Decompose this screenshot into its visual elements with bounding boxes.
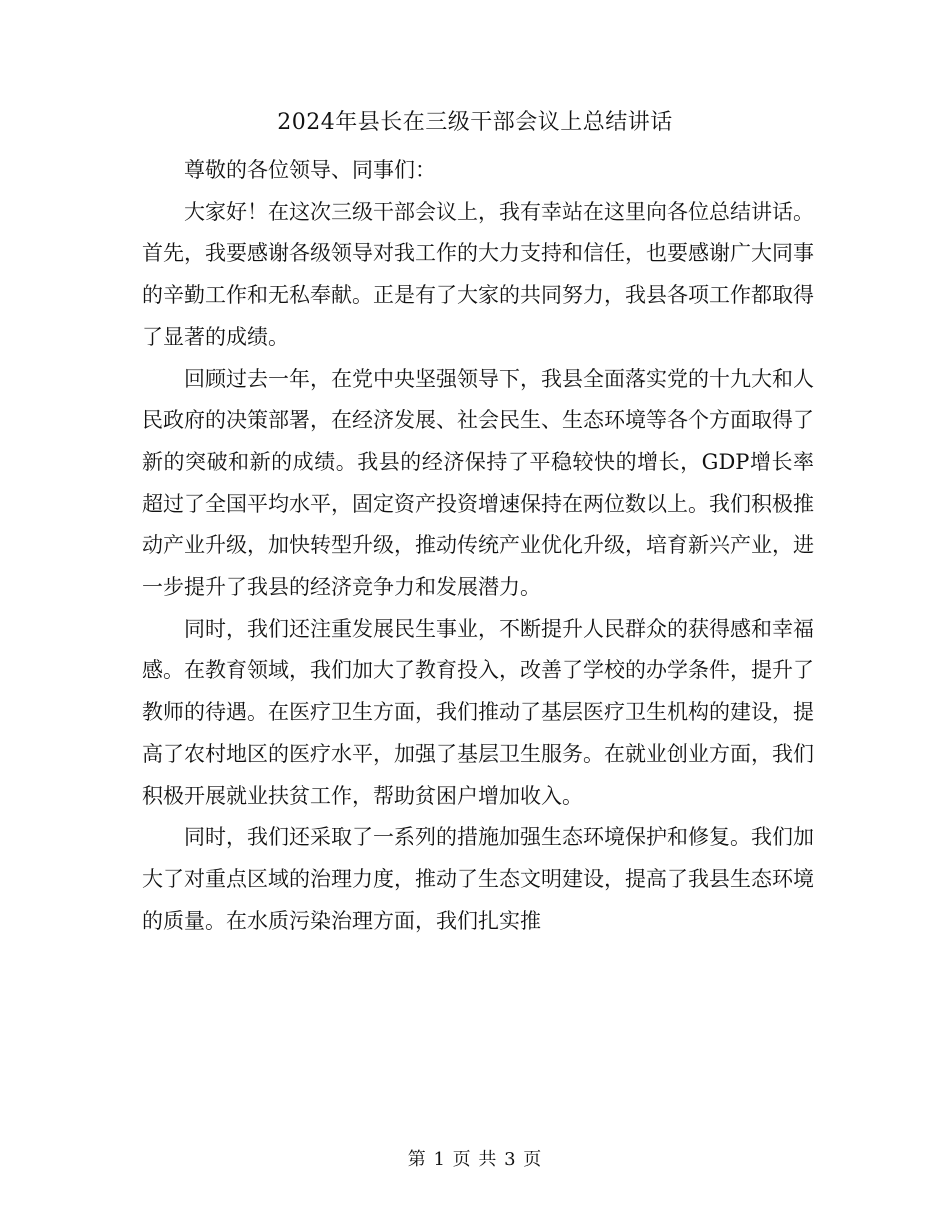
body-paragraph: 同时，我们还采取了一系列的措施加强生态环境保护和修复。我们加大了对重点区域的治理力度，推动了生态文明建设，提高了我县生态环境的质量。在水质污染治理方面，我们扎实推 (142, 825, 814, 933)
page-number-footer: 第 1 页 共 3 页 (407, 1149, 543, 1170)
body-paragraph: 回顾过去一年，在党中央坚强领导下，我县全面落实党的十九大和人民政府的决策部署，在经济发展、社会民生、生态环境等各个方面取得了新的突破和新的成绩。我县的经济保持了平稳较快的增长，GDP增长率超过了全国平均水平，固定资产投资增速保持在两位数以上。我们积极推动产业升级，加快转型升级，推动传统产业优化升级，培育新兴产业，进一步提升了我县的经济竞争力和发展潜力。 (142, 366, 814, 600)
document-body (142, 150, 814, 942)
body-paragraph: 大家好！在这次三级干部会议上，我有幸站在这里向各位总结讲话。首先，我要感谢各级领导对我工作的大力支持和信任，也要感谢广大同事的辛勤工作和无私奉献。正是有了大家的共同努力，我县各项工作都取得了显著的成绩。 (142, 199, 814, 349)
salutation-paragraph: 尊敬的各位领导、同事们： (184, 158, 436, 182)
body-paragraph: 同时，我们还注重发展民生事业，不断提升人民群众的获得感和幸福感。在教育领域，我们加大了教育投入，改善了学校的办学条件，提升了教师的待遇。在医疗卫生方面，我们推动了基层医疗卫生机构的建设，提高了农村地区的医疗水平，加强了基层卫生服务。在就业创业方面，我们积极开展就业扶贫工作，帮助贫困户增加收入。 (142, 616, 814, 808)
document-title: 2024年县长在三级干部会议上总结讲话 (277, 110, 673, 135)
